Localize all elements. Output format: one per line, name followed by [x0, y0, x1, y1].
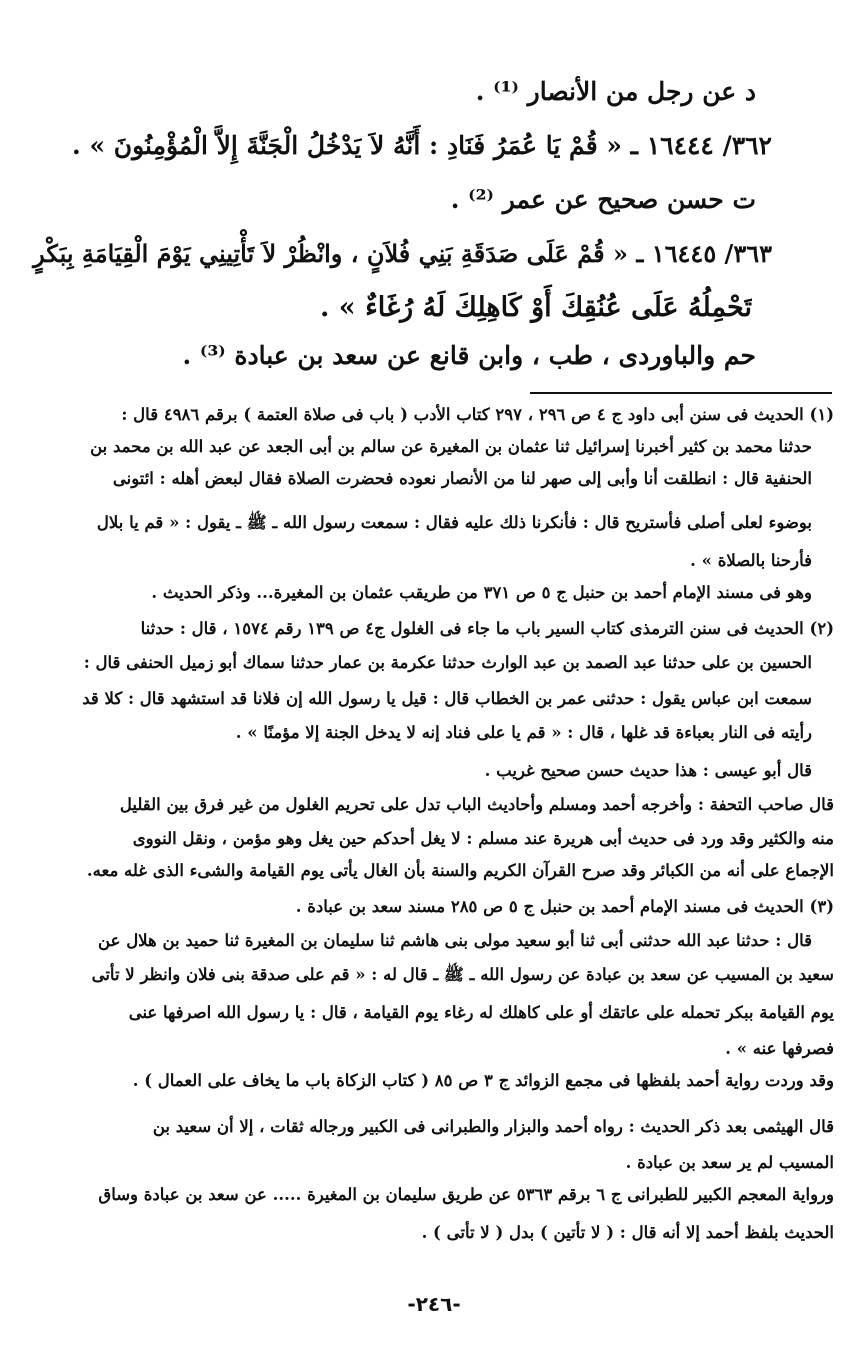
main-line-references: حم والباوردى ، طب ، وابن قانع عن سعد بن عبادة ⁽³⁾ . [182, 341, 756, 370]
footnote-separator [530, 392, 832, 394]
footnote-1-line: بوضوء لعلى أصلى فأستريح قال : فأنكرنا ذلك عليه فقال : سمعت رسول الله ـ ﷺ ـ يقول : « قم يا بلال [96, 513, 812, 532]
footnote-1-line: وهو فى مسند الإمام أحمد بن حنبل ج ٥ ص ٣٧١ من طريقب عثمان بن المغيرة... وذكر الحديث . [151, 583, 812, 602]
footnote-3-line: فصرفها عنه » . [725, 1039, 834, 1058]
footnote-2-line: الإجماع على أنه من الكبائر وقد صرح القرآن الكريم والسنة بأن الغال يأتى يوم القيامة والشىء الذى غله معه. [86, 861, 834, 880]
footnote-3-line: المسيب لم ير سعد بن عبادة . [625, 1153, 834, 1172]
footnote-3-line: ورواية المعجم الكبير للطبرانى ج ٦ برقم ٥٣٦٣ عن طريق سليمان بن المغيرة ..... عن سعد بن عبادة وساق [98, 1185, 834, 1204]
footnote-3-line: قال : حدثنا عبد الله حدثنى أبى ثنا أبو سعيد مولى بنى هاشم ثنا سليمان بن المغيرة ثنا حميد بن هلال عن [98, 931, 812, 950]
footnote-2-line: قال صاحب التحفة : وأخرجه أحمد ومسلم وأحاديث الباب تدل على تحريم الغلول من غير فرق بين القليل [119, 795, 834, 814]
footnote-3-line: سعيد بن المسيب عن سعد بن عبادة عن رسول الله ـ ﷺ ـ قال له : « قم على صدقة بنى فلان وانظر لا تأتى [91, 965, 834, 984]
footnote-3-line: قال الهيثمى بعد ذكر الحديث : رواه أحمد والبزار والطبرانى فى الكبير ورجاله ثقات ، إلا أن سعيد بن [152, 1117, 834, 1136]
page-number: -٢٤٦- [407, 1292, 461, 1316]
footnote-3-line: الحديث بلفظ أحمد إلا أنه قال : ( لا تأتين ) بدل ( لا تأتى ) . [421, 1223, 834, 1242]
footnote-1-line: حدثنا محمد بن كثير أخبرنا إسرائيل ثنا عثمان بن المغيرة عن سالم بن أبى الجعد عن عبد الله بن محمد بن [90, 437, 812, 456]
footnote-1-line: الحنفية قال : انطلقت أنا وأبى إلى صهر لنا من الأنصار نعوده فحضرت الصلاة فقال لبعض أهله : ائتونى [112, 469, 812, 488]
main-line-source: د عن رجل من الأنصار ⁽¹⁾ . [475, 77, 756, 106]
footnote-2-line: الحسين بن على حدثنا عبد الصمد بن عبد الوارث حدثنا عكرمة بن عمار حدثنا سماك أبو زميل الحنفى قال : [83, 653, 812, 672]
footnote-1-line: (١) الحديث فى سنن أبى داود ج ٤ ص ٢٩٦ ، ٢٩٧ كتاب الأدب ( باب فى صلاة العتمة ) برقم ٤٩٨٦ قال : [121, 405, 834, 424]
footnote-3-line: (٣) الحديث فى مسند الإمام أحمد بن حنبل ج ٥ ص ٢٨٥ مسند سعد بن عبادة . [295, 897, 834, 916]
footnote-1-line: فأرحنا بالصلاة » . [690, 551, 812, 570]
footnote-2-line: رأيته فى النار بعباءة قد غلها ، قال : « قم يا على فناد إنه لا يدخل الجنة إلا مؤمنًا » . [235, 723, 812, 742]
main-line-hadith-363: ٣٦٣/ ١٦٤٤٥ ـ « قُمْ عَلَى صَدَقَةِ بَنِي فُلاَنٍ ، وانْظُرْ لاَ تَأْتِينِي يَوْمَ الْقِيَامَةِ بِبَكْرٍ [33, 239, 772, 268]
main-line-grading: ت حسن صحيح عن عمر ⁽²⁾ . [450, 185, 756, 214]
footnote-3-line: يوم القيامة ببكر تحمله على عاتقك أو على كاهلك له رغاء يوم القيامة ، قال : يا رسول الله اصرفها عنى [128, 1003, 834, 1022]
footnote-2-line: سمعت ابن عباس يقول : حدثنى عمر بن الخطاب قال : قيل يا رسول الله إن فلانا قد استشهد قال : كلا قد [82, 689, 812, 708]
main-line-hadith-362: ٣٦٢/ ١٦٤٤٤ ـ « قُمْ يَا عُمَرُ فَنَادِ : أَنَّهُ لاَ يَدْخُلُ الْجَنَّةَ إِلاَّ الْمُؤْمِنُونَ » . [72, 131, 772, 160]
main-line-hadith-363-cont: تَحْمِلُهُ عَلَى عُنُقِكَ أَوْ كَاهِلِكَ لَهُ رُغَاءٌ » . [320, 292, 752, 323]
footnote-2-line: منه والكثير وقد ورد فى حديث أبى هريرة عند مسلم : لا يغل أحدكم حين يغل وهو مؤمن ، ونقل النووى [132, 829, 834, 848]
footnote-3-line: وقد وردت رواية أحمد بلفظها فى مجمع الزوائد ج ٣ ص ٨٥ ( كتاب الزكاة باب ما يخاف على العمال ) . [132, 1071, 834, 1090]
footnote-2-line: (٢) الحديث فى سنن الترمذى كتاب السير باب ما جاء فى الغلول ج٤ ص ١٣٩ رقم ١٥٧٤ ، قال : حدثنا [140, 619, 834, 638]
footnote-2-line: قال أبو عيسى : هذا حديث حسن صحيح غريب . [484, 761, 812, 780]
